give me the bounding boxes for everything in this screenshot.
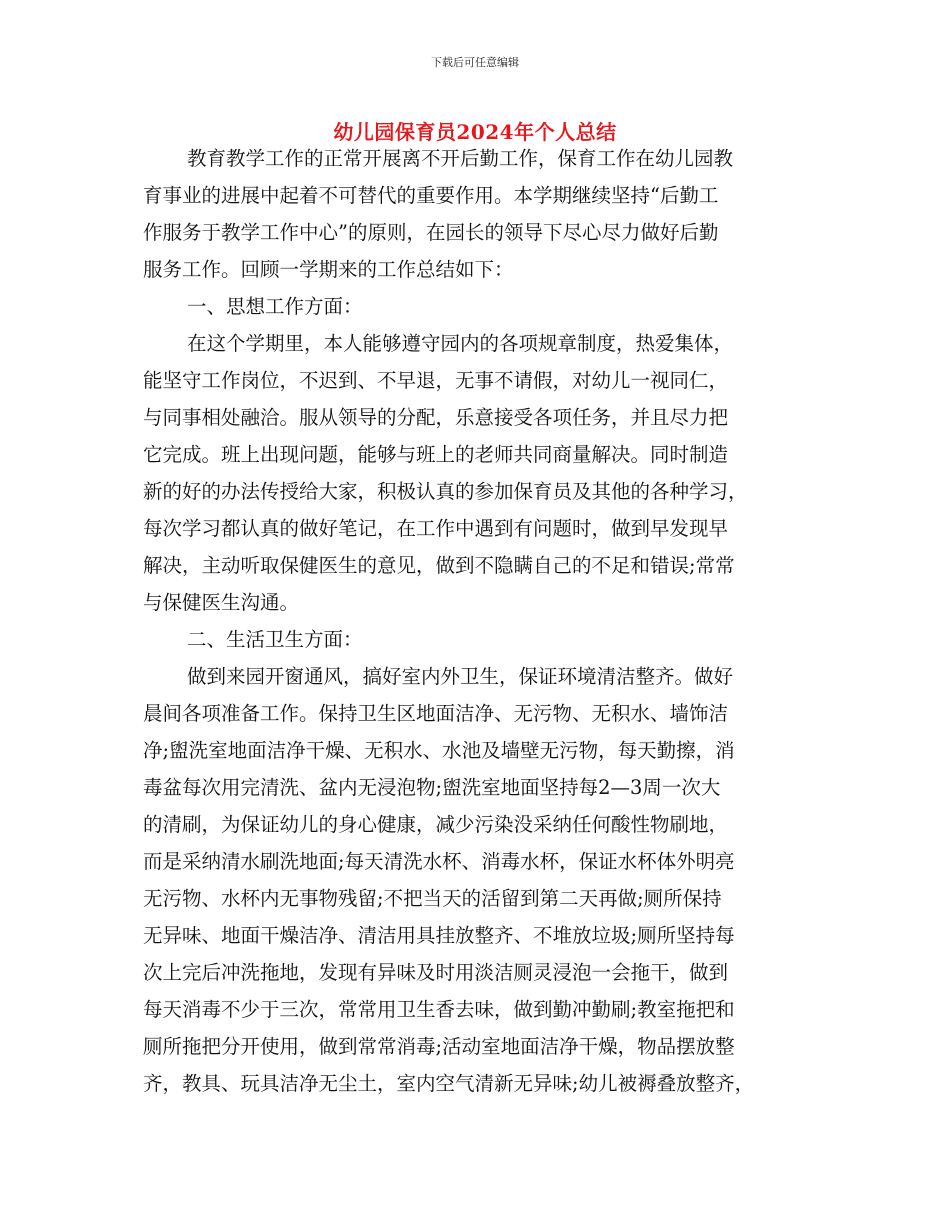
text-line: 无异味、地面干燥洁净、清洁用具挂放整齐、不堆放垃圾;厕所坚持每 bbox=[143, 924, 735, 947]
text-line: 与同事相处融洽。服从领导的分配，乐意接受各项任务，并且尽力把 bbox=[143, 406, 729, 429]
text-line: 每次学习都认真的做好笔记，在工作中遇到有问题时，做到早发现早 bbox=[143, 517, 729, 540]
text-line: 每天消毒不少于三次，常常用卫生香去味，做到勤冲勤刷;教室拖把和 bbox=[143, 998, 735, 1021]
text-line: 它完成。班上出现问题，能够与班上的老师共同商量解决。同时制造 bbox=[143, 443, 729, 466]
text-line: 净;盥洗室地面洁净干燥、无积水、水池及墙壁无污物，每天勤擦，消 bbox=[143, 739, 735, 762]
text-line: 教育教学工作的正常开展离不开后勤工作，保育工作在幼儿园教 bbox=[187, 147, 734, 170]
text-line: 服务工作。回顾一学期来的工作总结如下： bbox=[143, 258, 514, 281]
text-line: 育事业的进展中起着不可替代的重要作用。本学期继续坚持“后勤工 bbox=[143, 184, 719, 207]
text-line: 的清刷，为保证幼儿的身心健康，减少污染没采纳任何酸性物刷地， bbox=[143, 813, 729, 836]
text-line: 齐，教具、玩具洁净无尘土，室内空气清新无异味;幼儿被褥叠放整齐， bbox=[143, 1072, 755, 1095]
text-line: 做到来园开窗通风，搞好室内外卫生，保证环境清洁整齐。做好 bbox=[187, 665, 734, 688]
text-line: 与保健医生沟通。 bbox=[143, 591, 300, 614]
text-line: 能坚守工作岗位，不迟到、不早退，无事不请假，对幼儿一视同仁， bbox=[143, 369, 729, 392]
text-line: 新的好的办法传授给大家，积极认真的参加保育员及其他的各种学习， bbox=[143, 480, 748, 503]
text-line: 二、生活卫生方面： bbox=[187, 628, 363, 651]
document-title: 幼儿园保育员2024年个人总结 bbox=[333, 120, 617, 144]
text-line: 厕所拖把分开使用，做到常常消毒;活动室地面洁净干燥，物品摆放整 bbox=[143, 1035, 735, 1058]
text-line: 无污物、水杯内无事物残留;不把当天的活留到第二天再做;厕所保持 bbox=[143, 887, 722, 910]
text-line: 而是采纳清水刷洗地面;每天清洗水杯、消毒水杯，保证水杯体外明亮 bbox=[143, 850, 735, 873]
text-line: 晨间各项准备工作。保持卫生区地面洁净、无污物、无积水、墙饰洁 bbox=[143, 702, 729, 725]
document-body bbox=[143, 140, 833, 1102]
text-line: 解决，主动听取保健医生的意见，做到不隐瞒自己的不足和错误;常常 bbox=[143, 554, 735, 577]
text-line: 作服务于教学工作中心”的原则，在园长的领导下尽心尽力做好后勤 bbox=[143, 221, 719, 244]
text-line: 在这个学期里，本人能够遵守园内的各项规章制度，热爱集体， bbox=[187, 332, 734, 355]
header-note: 下载后可任意编辑 bbox=[431, 56, 519, 69]
text-line: 毒盆每次用完清洗、盆内无浸泡物;盥洗室地面坚持每2—3周一次大 bbox=[143, 776, 721, 799]
text-line: 一、思想工作方面： bbox=[187, 295, 363, 318]
text-line: 次上完后冲洗拖地，发现有异味及时用淡洁厕灵浸泡一会拖干，做到 bbox=[143, 961, 729, 984]
